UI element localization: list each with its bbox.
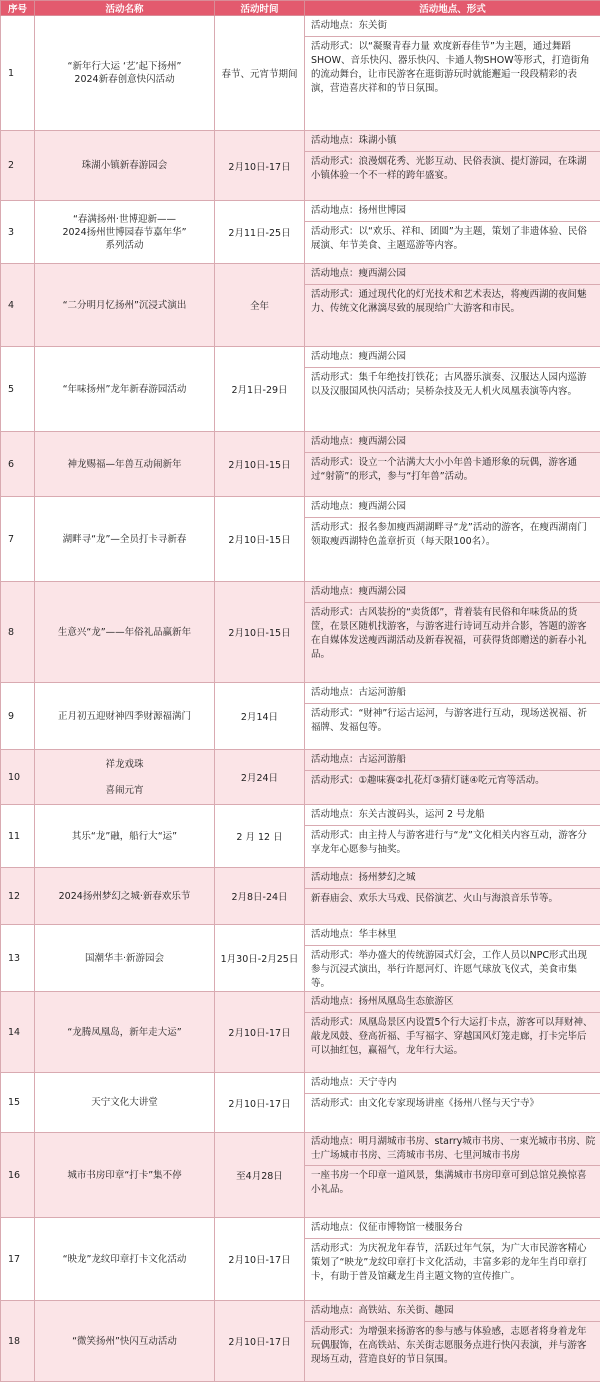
activity-form: 活动形式：设立一个沾满大大小小年兽卡通形象的玩偶，游客通过“射箭”的形式，参与“打年兽”活动。: [305, 453, 600, 496]
activity-location: 活动地点：高铁站、东关街、趣园: [305, 1301, 600, 1322]
activity-form: 活动形式：通过现代化的灯光技术和艺术表达，将瘦西湖的夜间魅力、传统文化淋漓尽致的展现给广大游客和市民。: [305, 285, 600, 346]
activity-name-line: 城市书房印章“打卡”集不停: [39, 1169, 210, 1182]
activity-time: 2月10日-17日: [215, 1218, 305, 1301]
row-index: 17: [1, 1218, 35, 1301]
activity-form: 活动形式：由文化专家现场讲座《扬州八怪与天宁寺》: [305, 1094, 600, 1132]
table-row: [1, 131, 600, 201]
activity-time: 2月10日-17日: [215, 1301, 305, 1382]
activity-name-line: 神龙赐福—年兽互动闹新年: [39, 458, 210, 471]
activity-name: [35, 805, 215, 868]
activity-name-line: 系列活动: [39, 239, 210, 252]
activity-form: 活动形式：举办盛大的传统游园式灯会，工作人员以NPC形式出现参与沉浸式演出，举行许愿河灯、许愿气球放飞仪式，美食市集等。: [305, 946, 600, 991]
table-row: [1, 992, 600, 1073]
row-index: 16: [1, 1133, 35, 1218]
activity-location: 活动地点：天宁寺内: [305, 1073, 600, 1094]
activity-name: [35, 16, 215, 131]
activity-time: 2月24日: [215, 750, 305, 805]
activity-name-line: “微笑扬州”快闪互动活动: [39, 1335, 210, 1348]
activity-location: 活动地点：古运河游船: [305, 683, 600, 704]
table-row: [1, 497, 600, 582]
activity-time: 1月30日-2月25日: [215, 925, 305, 992]
activity-location: 活动地点：明月湖城市书房、starry城市书房、一束光城市书房、院士广场城市书房、三湾城市书房、七里河城市书房: [305, 1133, 600, 1166]
table-row: [1, 16, 600, 131]
header-activity-name: 活动名称: [35, 1, 215, 16]
activity-detail: [305, 805, 600, 868]
table-row: [1, 201, 600, 264]
table-row: [1, 264, 600, 347]
row-index: 5: [1, 347, 35, 432]
header-index: 序号: [1, 1, 35, 16]
activity-time: 2月11日-25日: [215, 201, 305, 264]
table-row: [1, 432, 600, 497]
activity-name: [35, 347, 215, 432]
activity-time: 2月10日-17日: [215, 992, 305, 1073]
activity-time: 至4月28日: [215, 1133, 305, 1218]
row-index: 11: [1, 805, 35, 868]
activity-form: 新春庙会、欢乐大马戏、民俗演艺、火山与海浪音乐节等。: [305, 889, 600, 924]
activity-detail: [305, 868, 600, 925]
row-index: 4: [1, 264, 35, 347]
table-row: [1, 805, 600, 868]
activity-detail: [305, 582, 600, 683]
activity-form: 一座书房一个印章一道风景，集满城市书房印章可到总馆兑换惊喜小礼品。: [305, 1166, 600, 1217]
activity-name: [35, 582, 215, 683]
activity-detail: [305, 16, 600, 131]
activity-name: [35, 925, 215, 992]
table-header-row: [1, 1, 600, 16]
activity-time: 全年: [215, 264, 305, 347]
activity-location: 活动地点：扬州凤凰岛生态旅游区: [305, 992, 600, 1013]
activity-name-line: 湖畔寻“龙”—全员打卡寻新春: [39, 533, 210, 546]
row-index: 2: [1, 131, 35, 201]
activity-time: 2月8日-24日: [215, 868, 305, 925]
table-row: [1, 1133, 600, 1218]
activity-time: 2月10日-17日: [215, 131, 305, 201]
activity-name-line: 其乐“龙”融，船行大“运”: [39, 830, 210, 843]
row-index: 8: [1, 582, 35, 683]
activity-name: [35, 1133, 215, 1218]
activity-name-line: 祥龙戏珠: [39, 758, 210, 771]
activity-form: 活动形式：“财神”行运古运河，与游客进行互动，现场送祝福、祈福牌、发福包等。: [305, 704, 600, 749]
activity-detail: [305, 1073, 600, 1133]
activity-detail: [305, 1301, 600, 1382]
activity-name: [35, 868, 215, 925]
activity-name-line: 生意兴“龙”——年俗礼品赢新年: [39, 626, 210, 639]
activity-detail: [305, 347, 600, 432]
table-row: [1, 868, 600, 925]
activity-location: 活动地点：东关古渡码头，运河 2 号龙船: [305, 805, 600, 826]
activity-location: 活动地点：华丰林里: [305, 925, 600, 946]
activity-location: 活动地点：东关街: [305, 16, 600, 37]
activity-name-line: 喜闹元宵: [39, 784, 210, 797]
activity-form: 活动形式：由主持人与游客进行与“龙”文化相关内容互动，游客分 享龙年心愿参与抽奖。: [305, 826, 600, 867]
activity-detail: [305, 131, 600, 201]
activity-name: [35, 264, 215, 347]
activity-location: 活动地点：瘦西湖公园: [305, 497, 600, 518]
activity-time: 2 月 12 日: [215, 805, 305, 868]
table-row: [1, 750, 600, 805]
activity-time: 2月10日-15日: [215, 497, 305, 582]
activity-form: 活动形式：为增强来扬游客的参与感与体验感，志愿者将身着龙年玩偶服饰，在高铁站、东关街志愿服务点进行快闪表演，并与游客现场互动，营造良好的节日氛围。: [305, 1322, 600, 1381]
activity-name-line: 正月初五迎财神四季财源福满门: [39, 710, 210, 723]
header-activity-time: 活动时间: [215, 1, 305, 16]
activity-name-line: “新年行大运 ‘艺’起下扬州”: [39, 60, 210, 73]
activity-form: 活动形式：凤凰岛景区内设置5个行大运打卡点，游客可以拜财神、敲龙凤鼓、登高祈福、手写福字、穿越国风灯笼走廊，打卡完毕后可以抽红包，赢福气，龙年行大运。: [305, 1013, 600, 1072]
activity-name: [35, 1301, 215, 1382]
activity-detail: [305, 925, 600, 992]
activity-form: 活动形式：为庆祝龙年春节，活跃过年气氛，为广大市民游客精心策划了“映龙”龙纹印章打卡文化活动，丰富多彩的龙年生肖印章打卡，有助于普及馆藏龙生肖主题文物的宣传推广。: [305, 1239, 600, 1300]
row-index: 9: [1, 683, 35, 750]
row-index: 14: [1, 992, 35, 1073]
activity-name-line: 珠湖小镇新春游园会: [39, 159, 210, 172]
activity-detail: [305, 201, 600, 264]
activity-name-line: 天宁文化大讲堂: [39, 1096, 210, 1109]
row-index: 15: [1, 1073, 35, 1133]
row-index: 6: [1, 432, 35, 497]
row-index: 3: [1, 201, 35, 264]
activity-name: [35, 750, 215, 805]
activity-location: 活动地点：瘦西湖公园: [305, 582, 600, 603]
activity-name-line: “映龙”龙纹印章打卡文化活动: [39, 1253, 210, 1266]
activity-location: 活动地点：扬州梦幻之城: [305, 868, 600, 889]
activity-detail: [305, 992, 600, 1073]
table-row: [1, 1301, 600, 1382]
activity-detail: [305, 750, 600, 805]
table-row: [1, 582, 600, 683]
activity-detail: [305, 1133, 600, 1218]
activity-name: [35, 1073, 215, 1133]
activity-name-line: 2024新春创意快闪活动: [39, 73, 210, 86]
activity-name-line: 2024扬州梦幻之城·新春欢乐节: [39, 890, 210, 903]
activity-name: [35, 201, 215, 264]
activity-time: 春节、元宵节期间: [215, 16, 305, 131]
activity-form: 活动形式：以“凝聚青春力量 欢度新春佳节”为主题，通过舞蹈SHOW、音乐快闪、器乐快闪、卡通人物SHOW等形式，打造街角的流动舞台，让市民游客在逛街游玩时就能邂逅一段段精彩的表演，营造喜庆祥和的节日氛围。: [305, 37, 600, 130]
row-index: 10: [1, 750, 35, 805]
activity-form: 活动形式：浪漫烟花秀、光影互动、民俗表演、提灯游园，在珠湖小镇体验一个不一样的跨年盛宴。: [305, 152, 600, 200]
table-row: [1, 925, 600, 992]
activity-name: [35, 992, 215, 1073]
activity-name: [35, 432, 215, 497]
table-row: [1, 1218, 600, 1301]
activity-form: 活动形式：以“欢乐、祥和、团圆”为主题，策划了非遗体验、民俗展演、年节美食、主题巡游等内容。: [305, 222, 600, 263]
activity-detail: [305, 1218, 600, 1301]
table-row: [1, 347, 600, 432]
activity-name-line: “春满扬州·世博迎新——: [39, 213, 210, 226]
activity-detail: [305, 264, 600, 347]
header-location-form: 活动地点、形式: [305, 1, 600, 16]
activity-detail: [305, 497, 600, 582]
table-body: [1, 16, 600, 1382]
activity-name: [35, 131, 215, 201]
activity-detail: [305, 683, 600, 750]
activity-form: 活动形式：报名参加瘦西湖湖畔寻“龙”活动的游客，在瘦西湖南门领取瘦西湖特色盖章折页（每天限100名）。: [305, 518, 600, 581]
activity-name-line: [39, 771, 210, 784]
activity-location: 活动地点：扬州世博园: [305, 201, 600, 222]
activity-name: [35, 1218, 215, 1301]
activity-name-line: 国潮华丰·新游园会: [39, 952, 210, 965]
activity-name: [35, 683, 215, 750]
activity-name: [35, 497, 215, 582]
activity-form: 活动形式：古风装扮的“卖货郎”，背着装有民俗和年味货品的货筐，在景区随机找游客，与游客进行诗词互动并合影，答题的游客在自媒体发送瘦西湖活动及新春祝福，可获得货郎赠送的新春小礼品。: [305, 603, 600, 682]
row-index: 18: [1, 1301, 35, 1382]
activity-detail: [305, 432, 600, 497]
activity-name-line: “二分明月忆扬州”沉浸式演出: [39, 299, 210, 312]
activity-time: 2月10日-15日: [215, 582, 305, 683]
activity-form: 活动形式：集千年绝技打铁花；古风器乐演奏、汉服达人园内巡游以及汉服国风快闪活动；吴桥杂技及无人机火凤凰表演等内容。: [305, 368, 600, 431]
activity-name-line: “年味扬州”龙年新春游园活动: [39, 383, 210, 396]
activity-location: 活动地点：瘦西湖公园: [305, 264, 600, 285]
activity-time: 2月14日: [215, 683, 305, 750]
activity-time: 2月1日-29日: [215, 347, 305, 432]
row-index: 12: [1, 868, 35, 925]
activity-name-line: “龙腾凤凰岛，新年走大运”: [39, 1026, 210, 1039]
activity-time: 2月10日-15日: [215, 432, 305, 497]
table-row: [1, 683, 600, 750]
activity-time: 2月10日-17日: [215, 1073, 305, 1133]
activity-location: 活动地点：仪征市博物馆一楼服务台: [305, 1218, 600, 1239]
activity-location: 活动地点：瘦西湖公园: [305, 347, 600, 368]
table-row: [1, 1073, 600, 1133]
activity-location: 活动地点：古运河游船: [305, 750, 600, 771]
row-index: 13: [1, 925, 35, 992]
activity-form: 活动形式：①趣味赛②扎花灯③猜灯谜④吃元宵等活动。: [305, 771, 600, 804]
activity-location: 活动地点：珠湖小镇: [305, 131, 600, 152]
row-index: 1: [1, 16, 35, 131]
activity-location: 活动地点：瘦西湖公园: [305, 432, 600, 453]
row-index: 7: [1, 497, 35, 582]
activity-name-line: 2024扬州世博园春节嘉年华”: [39, 226, 210, 239]
